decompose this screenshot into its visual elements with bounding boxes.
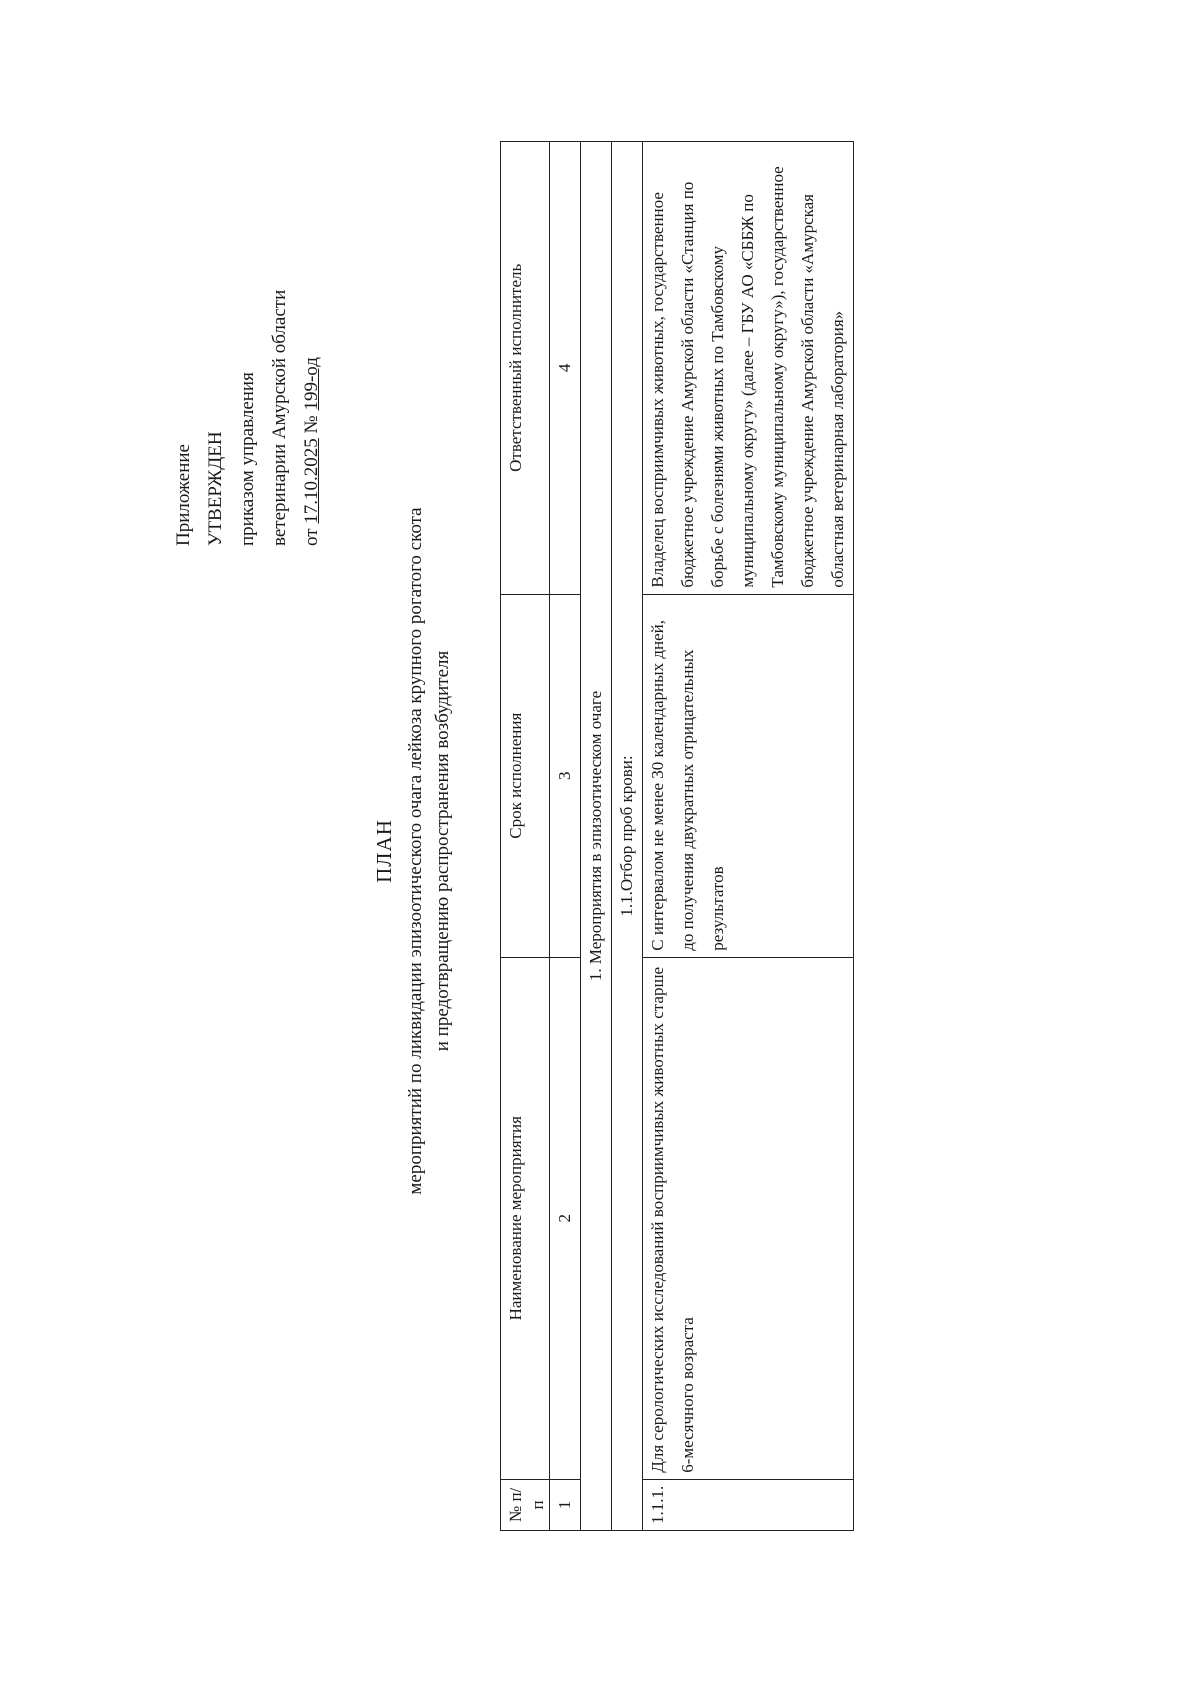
row-activity: Для серологических исследований восприимчивых животных старше 6-месячного возраста [643,957,854,1479]
section-row [581,142,612,1531]
col-num-3: 3 [550,594,581,957]
col-num-4: 4 [550,142,581,595]
subsection-row [612,142,643,1531]
order-date-line: от 17.10.2025 № 199-од [301,357,322,546]
row-term: С интервалом не менее 30 календарных дней, до получения двукратных отрицательных результатов [643,594,854,957]
order-number: 199-од [301,357,322,411]
order-date: 17.10.2025 [301,438,322,524]
row-responsible: Владелец восприимчивых животных, государственное бюджетное учреждение Амурской области «Станция по борьбе с болезнями животных по Тамбовскому муниципальному округу» (далее – ГБУ АО «СББЖ по Тамбовскому муниципальному округу»), государственное бюджетное учреждение Амурской области «Амурская областная ветеринарная лаборатория» [643,142,854,595]
document-title: ПЛАН [372,819,396,883]
subsection-heading: 1.1.Отбор проб крови: [612,142,643,1531]
row-number: 1.1.1. [643,1479,854,1530]
authority-label: ветеринарии Амурской области [269,289,290,546]
order-label: приказом управления [237,372,258,546]
document-page [0,1,1200,1701]
col-num-2: 2 [550,957,581,1479]
table-row [643,142,854,1531]
header-responsible: Ответственный исполнитель [501,142,550,595]
col-num-1: 1 [550,1479,581,1530]
section-heading: 1. Мероприятия в эпизоотическом очаге [581,142,612,1531]
document-subtitle-line1: мероприятий по ликвидации эпизоотического очага лейкоза крупного рогатого скота [405,507,426,1195]
plan-table [500,141,854,1531]
header-name: Наименование мероприятия [501,957,550,1479]
table-header-row [501,142,550,1531]
header-num: № п/п [501,1479,550,1530]
header-term: Срок исполнения [501,594,550,957]
approval-stamp [168,290,328,546]
document-subtitle-line2: и предотвращению распространения возбудителя [432,650,453,1052]
approved-label: УТВЕРЖДЕН [205,431,226,546]
column-number-row [550,142,581,1531]
appendix-label: Приложение [173,444,194,546]
